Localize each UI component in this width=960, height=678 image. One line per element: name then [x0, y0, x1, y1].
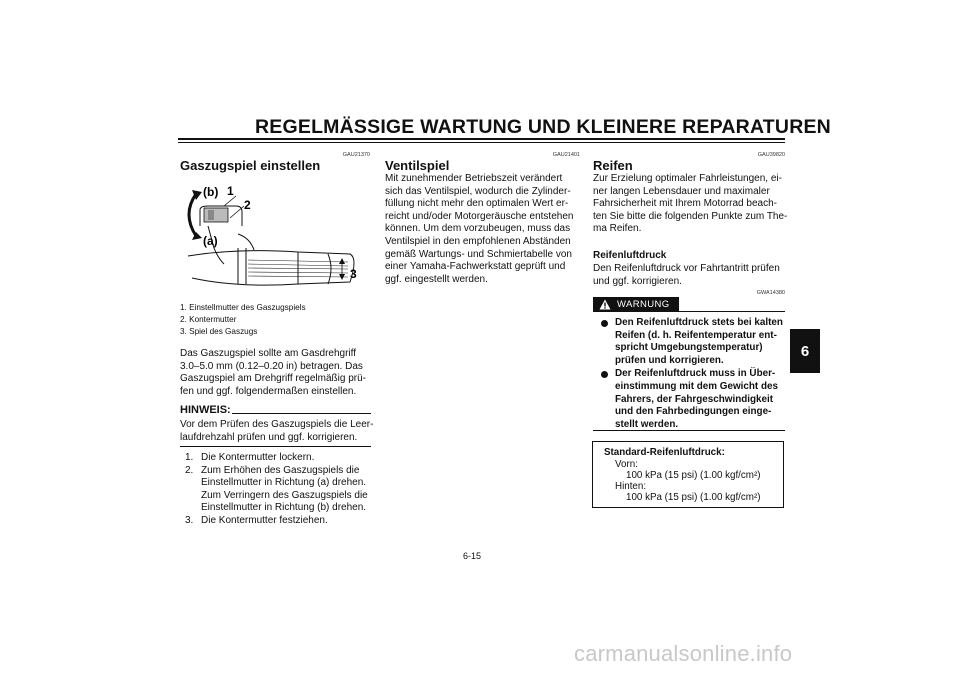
warning-icon [599, 299, 611, 310]
watermark: carmanualsonline.info [574, 641, 793, 666]
list-item: Der Reifenluftdruck muss in Über- einstimmung mit dem Gewicht des Fahrers, der Fahrgeschwindigkeit und den Fahrbedingungen einge- stellt werden. [593, 368, 785, 431]
chapter-tab[interactable]: 6 [790, 329, 820, 373]
note-text: Vor dem Prüfen des Gaszugspiels die Leer- laufdrehzahl prüfen und ggf. korrigieren. [180, 419, 374, 443]
adjustment-steps [180, 452, 376, 528]
list-item: 1. Die Kontermutter lockern. [185, 452, 315, 463]
bullet-icon [601, 371, 608, 378]
section-heading-tires: Reifen [593, 158, 633, 173]
figure-label-a: (a) [203, 234, 218, 248]
warning-list [593, 317, 785, 432]
list-item: 2. Zum Erhöhen des Gaszugspiels die Einstellmutter in Richtung (a) drehen. Zum Verringern des Gaszugspiels die Einstellmutter in Richtung (b) drehen. [185, 464, 368, 514]
tire-pressure-text: Den Reifenluftdruck vor Fahrtantritt prüfen und ggf. korrigieren. [593, 263, 780, 287]
warning-label: WARNUNG [617, 299, 670, 310]
tires-body-text: Zur Erzielung optimaler Fahrleistungen, ei- ner langen Lebensdauer und maximaler Fahrsicherheit mit Ihrem Motorrad beach- ten Sie bitte die folgenden Punkte zum The- ma Reifen. [593, 173, 788, 235]
figure-caption: 2. Kontermutter [180, 314, 237, 324]
spec-front-value: 100 kPa (15 psi) (1.00 kgf/cm²) [626, 470, 761, 481]
subheading-tire-pressure: Reifenluftdruck [593, 250, 667, 261]
list-item: Den Reifenluftdruck stets bei kalten Reifen (d. h. Reifentemperatur ent- spricht Umgebungstemperatur) prüfen und korrigieren. [593, 317, 785, 367]
figure-label-1: 1 [227, 184, 234, 198]
warning-rule-bottom [593, 430, 785, 431]
note-rule-top [232, 413, 371, 414]
page-number: 6-15 [463, 551, 482, 561]
valve-body-text: Mit zunehmender Betriebszeit verändert sich das Ventilspiel, wodurch die Zylinder- füllung nicht mehr den optimalen Wert er- reicht und/oder Motorgeräusche entstehen können. Um dem vorzubeugen, muss das Ventilspiel in den empfohlenen Abständen gemäß Wartungs- und Schmiertabelle von einer Yamaha-Fachwerkstatt geprüft und ggf. eingestellt werden. [385, 173, 574, 285]
note-label: HINWEIS: [180, 404, 231, 416]
spec-front-label: Vorn: [615, 459, 638, 470]
throttle-grip-figure [178, 178, 372, 300]
warning-rule [679, 311, 785, 312]
throttle-body-text: Das Gaszugspiel sollte am Gasdrehgriff 3.0–5.0 mm (0.12–0.20 in) betragen. Das Gaszugspiel am Drehgriff regelmäßig prü- fen und ggf. folgendermaßen einstellen. [180, 348, 367, 397]
list-item: 3. Die Kontermutter festziehen. [185, 514, 328, 526]
bullet-icon [601, 320, 608, 327]
spec-rear-value: 100 kPa (15 psi) (1.00 kgf/cm²) [626, 492, 761, 503]
header-rule [178, 138, 785, 140]
page-header-title: REGELMÄSSIGE WARTUNG UND KLEINERE REPARATUREN [255, 116, 831, 138]
spec-title: Standard-Reifenluftdruck: [604, 447, 725, 458]
figure-label-2: 2 [244, 198, 251, 212]
section-code: GAU21401 [552, 152, 580, 158]
figure-label-b: (b) [203, 185, 219, 199]
warning-badge [593, 297, 679, 312]
warning-code: GWA14380 [756, 290, 785, 296]
section-code: GAU39820 [757, 152, 785, 158]
note-rule-bottom [180, 446, 371, 447]
spec-rear-label: Hinten: [615, 481, 647, 492]
section-code: GAU21370 [342, 152, 370, 158]
figure-label-3: 3 [350, 267, 357, 281]
figure-captions [180, 302, 306, 337]
section-heading-throttle: Gaszugspiel einstellen [180, 158, 321, 173]
figure-caption: 1. Einstellmutter des Gaszugspiels [180, 303, 306, 312]
section-heading-valve: Ventilspiel [385, 158, 450, 173]
figure-caption: 3. Spiel des Gaszugs [180, 326, 258, 336]
header-rule-thin [178, 142, 785, 143]
